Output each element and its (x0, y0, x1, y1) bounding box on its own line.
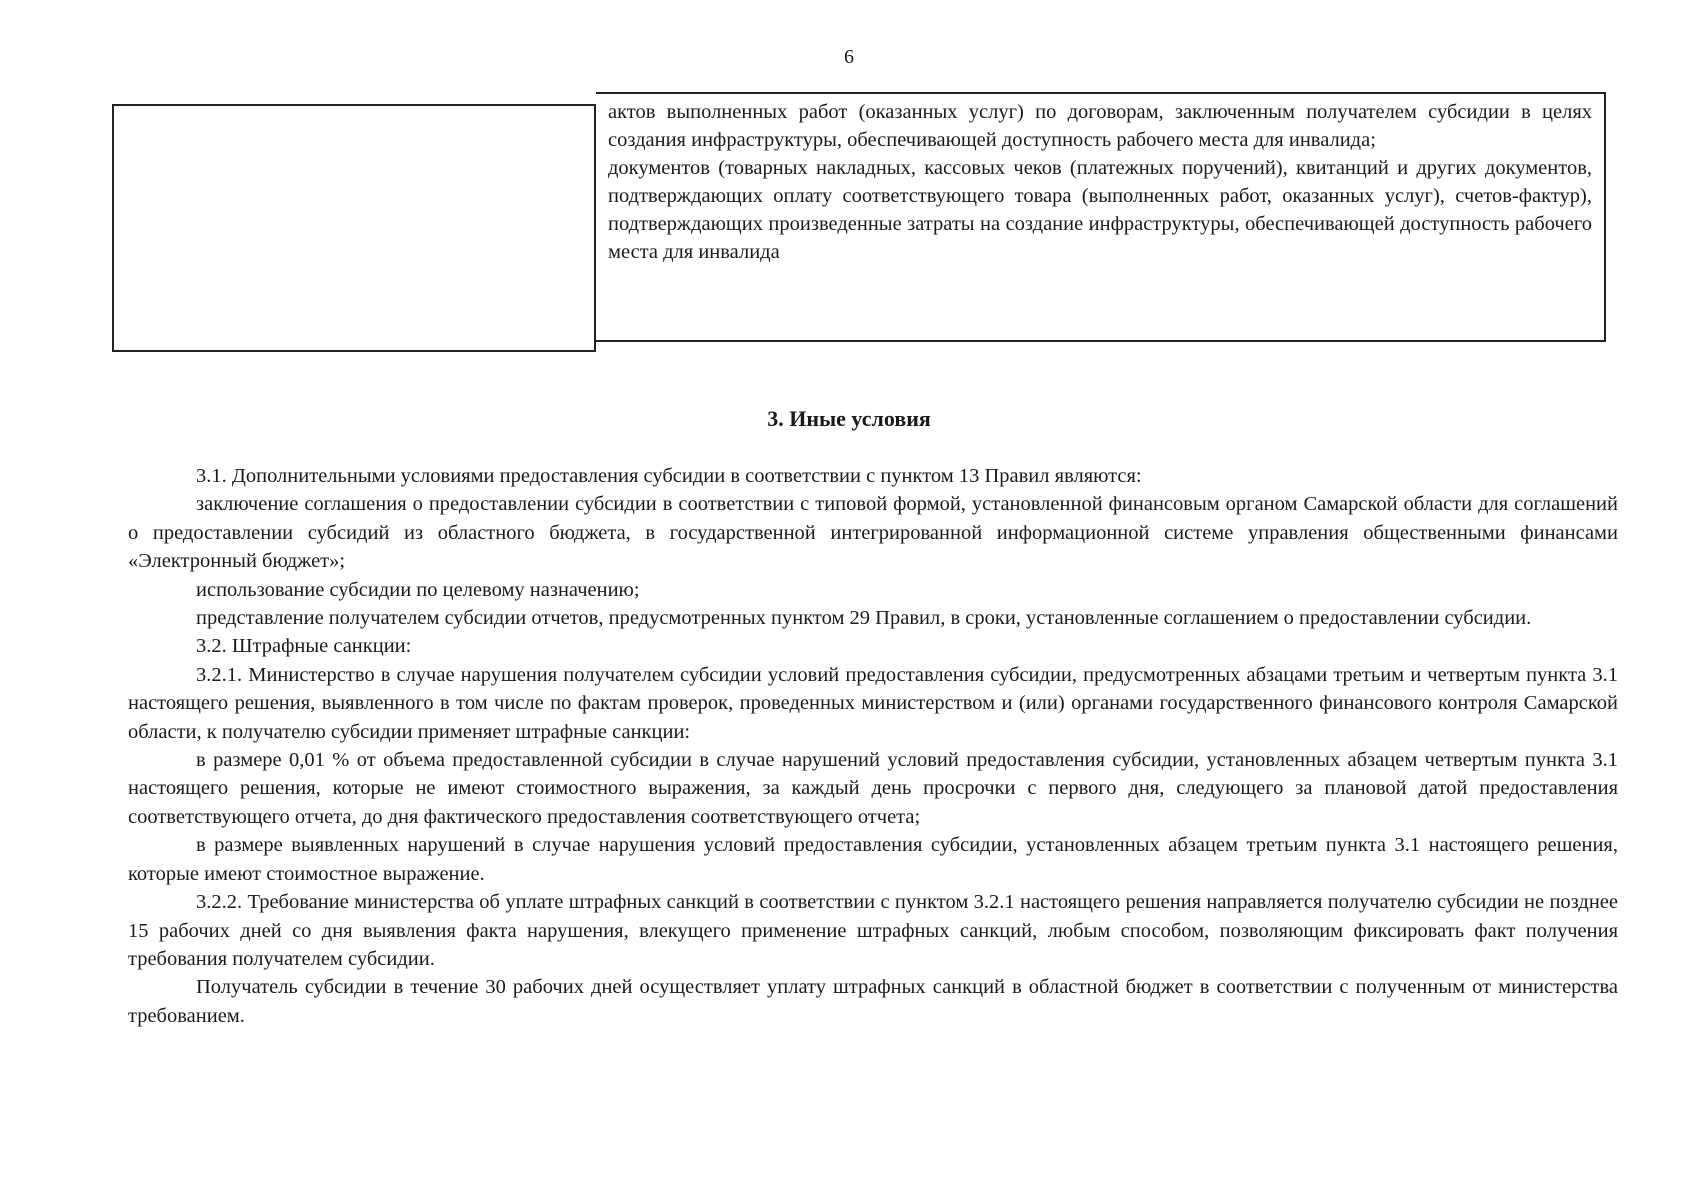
paragraph: 3.1. Дополнительными условиями предоставления субсидии в соответствии с пунктом 13 Правил являются: (196, 465, 1142, 487)
paragraph: Получатель субсидии в течение 30 рабочих дней осуществляет уплату штрафных санкций в областной бюджет в соответствии с полученным от министерства требованием. (128, 976, 1618, 1027)
paragraph: представление получателем субсидии отчетов, предусмотренных пунктом 29 Правил, в сроки, установленные соглашением о предоставлении субсидии. (196, 607, 1532, 630)
paragraph: 3.2.2. Требование министерства об уплате штрафных санкций в соответствии с пунктом 3.2.1 настоящего решения направляется получателю субсидии не позднее 15 рабочих дней со дня выявления факта нарушения, влекущего применение штрафных санкций, любым способом, позволяющим фиксировать факт получения требования получателем субсидии. (128, 891, 1618, 970)
paragraph: 3.2. Штрафные санкции: (196, 635, 412, 658)
table-cell-right (596, 92, 1606, 342)
paragraph: использование субсидии по целевому назначению; (196, 578, 640, 601)
table-cell-left (112, 104, 596, 352)
section-title: 3. Иные условия (767, 406, 931, 431)
paragraph: 3.2.1. Министерство в случае нарушения получателем субсидии условий предоставления субсидии, предусмотренных абзацами третьим и четвертым пункта 3.1 настоящего решения, выявленного в том числе по фактам проверок, проведенных министерством и (или) органами государственного финансового контроля Самарской области, к получателю субсидии применяет штрафные санкции: (128, 663, 1618, 743)
paragraph: в размере 0,01 % от объема предоставленной субсидии в случае нарушений условий предоставления субсидии, установленных абзацем четвертым пункта 3.1 настоящего решения, которые не имеют стоимостного выражения, за каждый день просрочки с первого дня, следующего за плановой датой предоставления соответствующего отчета, до дня фактического предоставления соответствующего отчета; (128, 749, 1618, 828)
paragraph: в размере выявленных нарушений в случае нарушения условий предоставления субсидии, установленных абзацем третьим пункта 3.1 настоящего решения, которые имеют стоимостное выражение. (128, 834, 1618, 885)
requirements-table (112, 92, 1606, 354)
paragraph: заключение соглашения о предоставлении субсидии в соответствии с типовой формой, установленной финансовым органом Самарской области для соглашений о предоставлении субсидий из областного бюджета, в государственной интегрированной информационной системе управления общественными финансами «Электронный бюджет»; (128, 493, 1618, 573)
table-cell-paragraph: документов (товарных накладных, кассовых чеков (платежных поручений), квитанций и других документов, подтверждающих оплату соответствующего товара (выполненных работ, оказанных услуг), счетов-фактур), подтверждающих произведенные затраты на создание инфраструктуры, обеспечивающей доступность рабочего места для инвалида (608, 157, 1592, 263)
section-body (128, 462, 1618, 1030)
table-cell-paragraph: актов выполненных работ (оказанных услуг) по договорам, заключенным получателем субсидии в целях создания инфраструктуры, обеспечивающей доступность рабочего места для инвалида; (608, 101, 1592, 151)
page-number: 6 (844, 46, 854, 68)
